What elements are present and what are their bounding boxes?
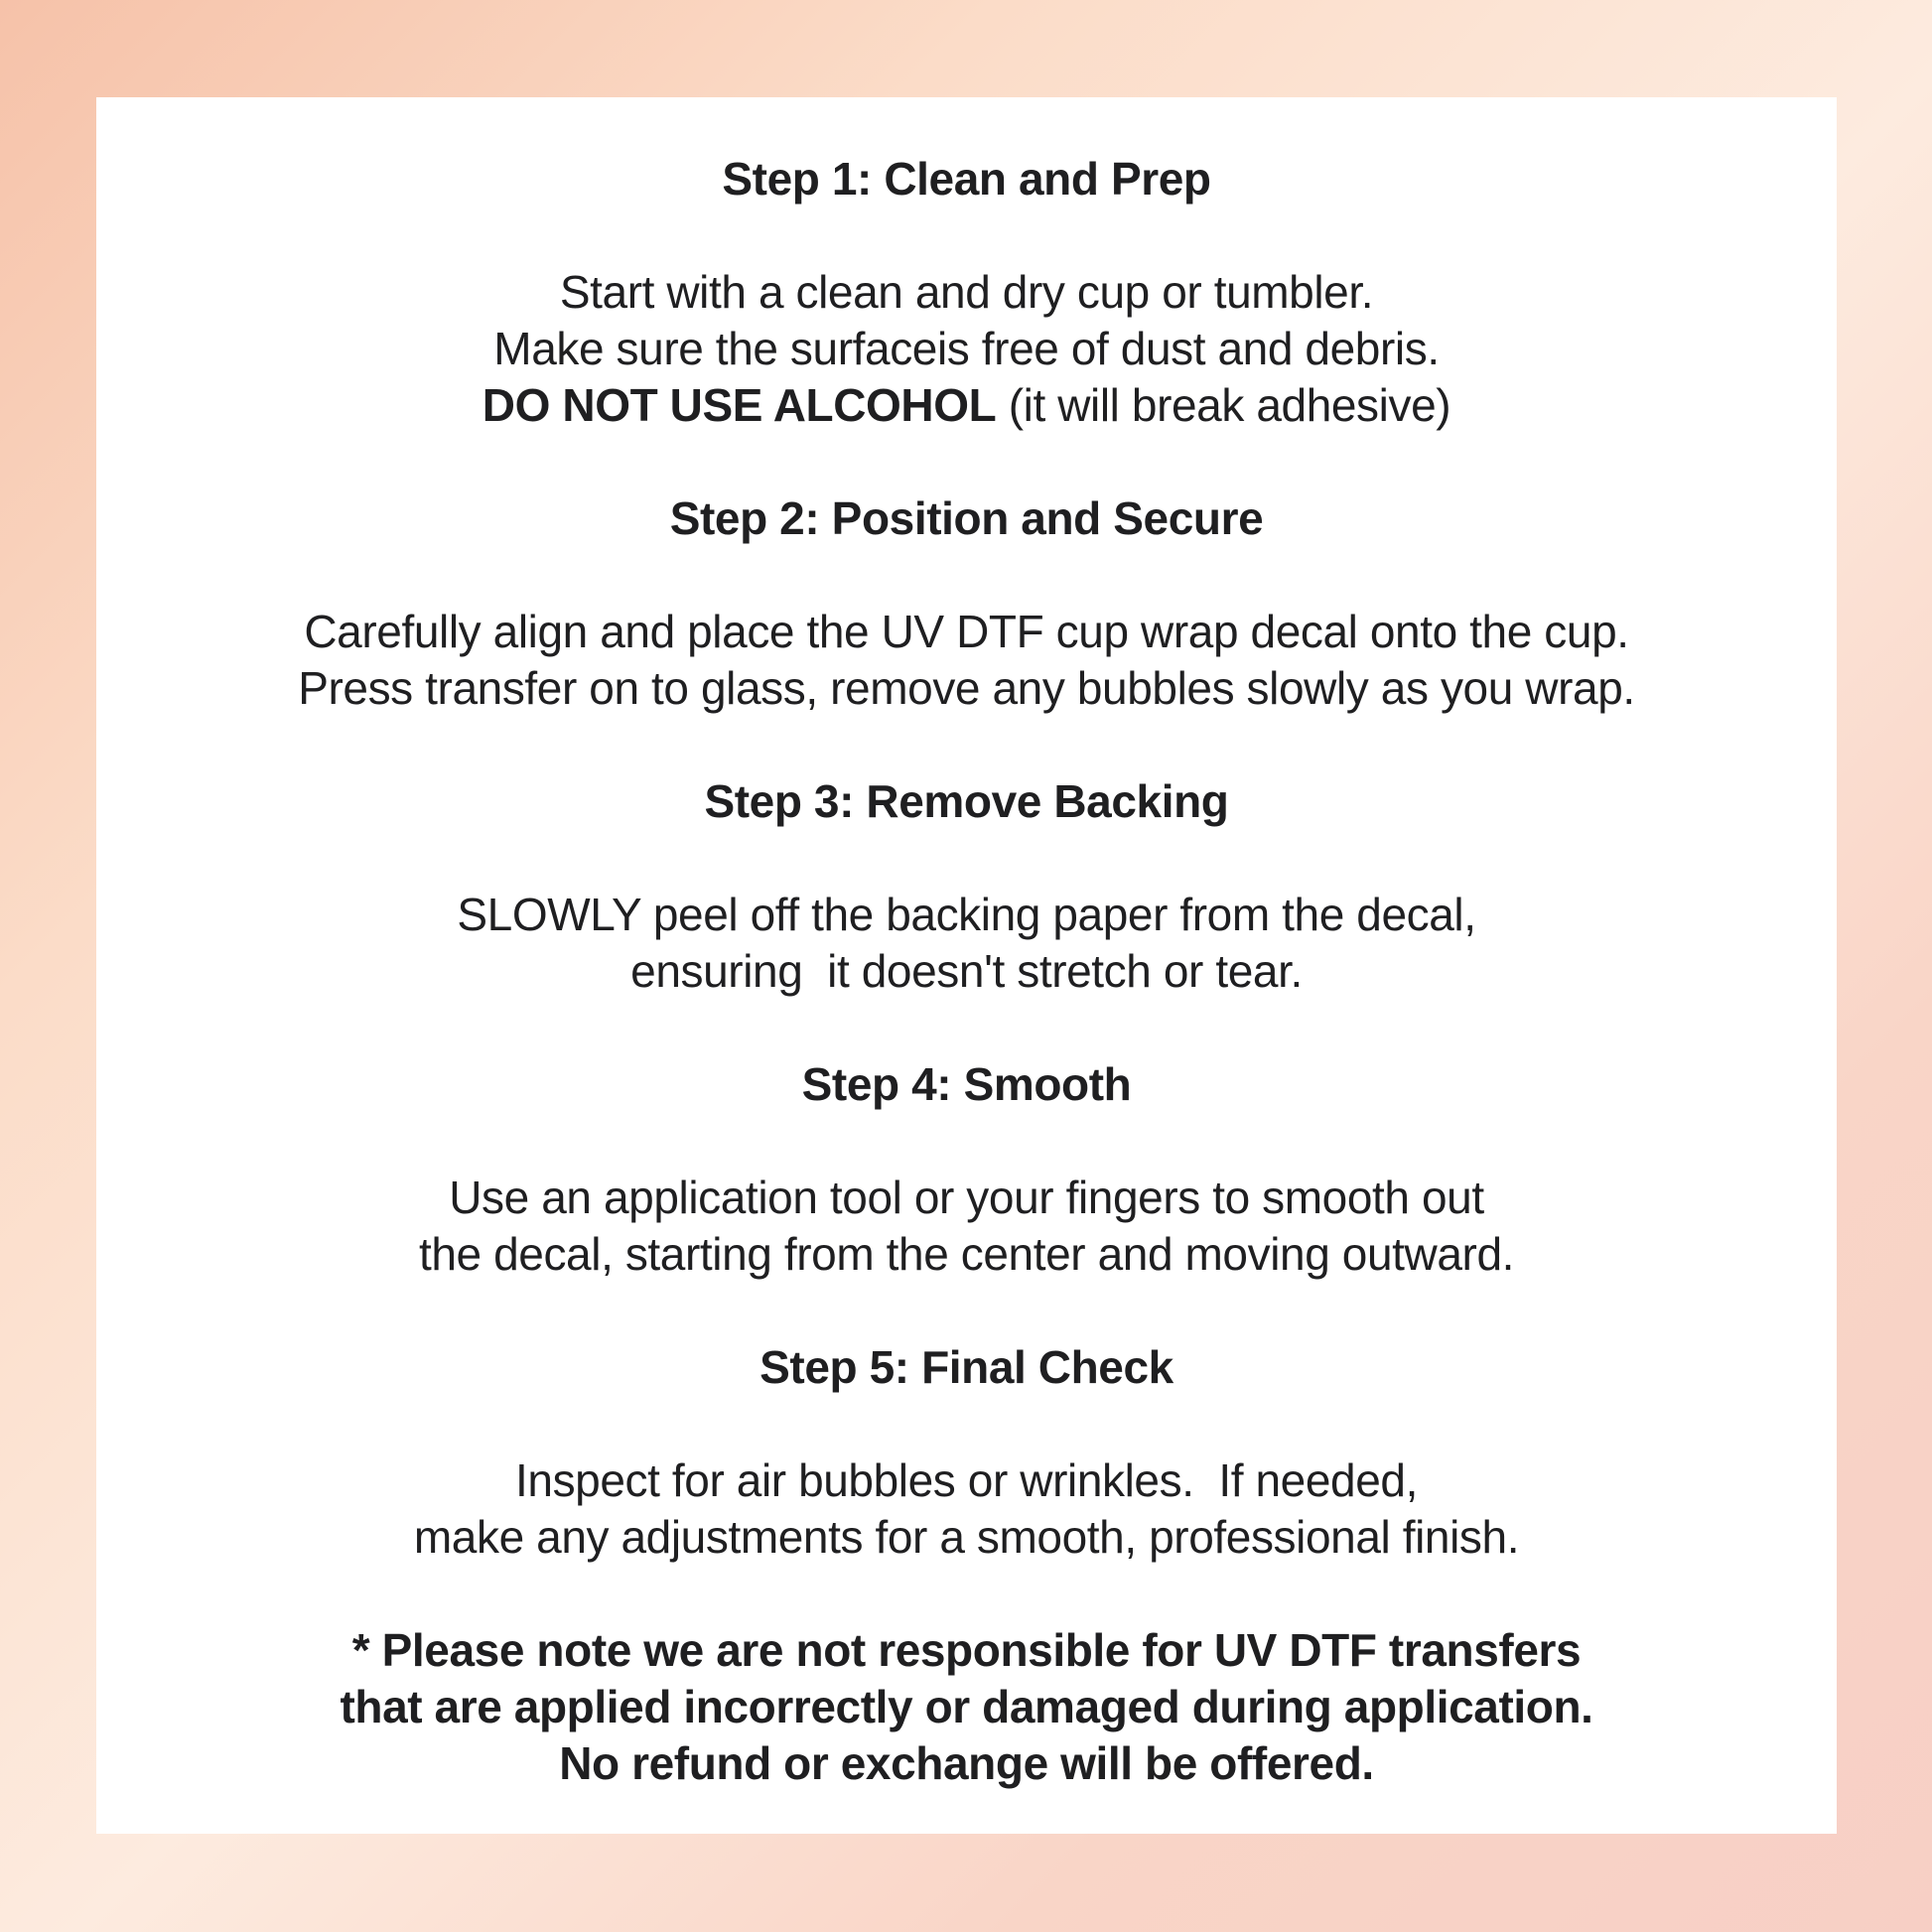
disclaimer-line: No refund or exchange will be offered. — [559, 1737, 1374, 1789]
alcohol-warning-rest-text: (it will break adhesive) — [996, 379, 1451, 431]
step-3-body-line: SLOWLY peel off the backing paper from the decal, — [457, 889, 1476, 940]
step-4-section — [120, 1056, 1813, 1283]
step-4-body-line: Use an application tool or your fingers to smooth out — [449, 1172, 1484, 1223]
step-2-heading: Step 2: Position and Secure — [669, 492, 1264, 544]
step-5-body-line: make any adjustments for a smooth, professional finish. — [413, 1511, 1520, 1563]
step-5-heading: Step 5: Final Check — [759, 1341, 1173, 1393]
step-1-body-line: Start with a clean and dry cup or tumbler. — [559, 266, 1374, 318]
disclaimer-line: * Please note we are not responsible for UV DTF transfers — [351, 1624, 1582, 1676]
disclaimer-section — [120, 1622, 1813, 1792]
disclaimer-line: that are applied incorrectly or damaged during application. — [340, 1681, 1593, 1732]
step-3-heading: Step 3: Remove Backing — [704, 775, 1229, 827]
step-1-alcohol-warning — [120, 377, 1813, 434]
step-5-section — [120, 1339, 1813, 1566]
step-4-body-line: the decal, starting from the center and moving outward. — [418, 1228, 1515, 1280]
step-3-section — [120, 773, 1813, 1000]
step-2-body-line: Press transfer on to glass, remove any bubbles slowly as you wrap. — [298, 662, 1635, 714]
step-2-section — [120, 490, 1813, 717]
step-1-body-line: Make sure the surfaceis free of dust and debris. — [493, 323, 1440, 374]
step-5-body-line: Inspect for air bubbles or wrinkles. If needed, — [515, 1454, 1418, 1506]
step-1-section — [120, 151, 1813, 434]
instruction-card — [96, 97, 1837, 1834]
alcohol-warning-bold-text: DO NOT USE ALCOHOL — [482, 379, 997, 431]
step-2-body-line: Carefully align and place the UV DTF cup wrap decal onto the cup. — [304, 606, 1629, 657]
step-1-heading: Step 1: Clean and Prep — [722, 153, 1211, 205]
step-4-heading: Step 4: Smooth — [801, 1058, 1132, 1110]
step-3-body-line: ensuring it doesn't stretch or tear. — [630, 945, 1303, 997]
